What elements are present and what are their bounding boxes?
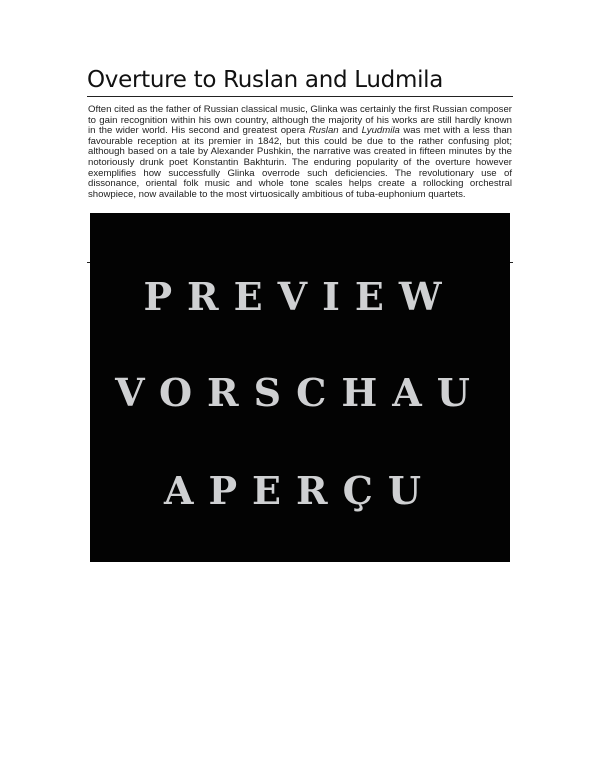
watermark-apercu: APERÇU <box>164 468 436 513</box>
paragraph-text-3: was met with a less than favourable reception at its premier in 1842, but this could be due to the rather confusing plot; although based on a tale by Alexander Pushkin, the narrative was created in fifteen minutes by the notoriously drunk poet Konstantin Bakhturin. The enduring popularity of the overture however exemplifies how successfully Glinka overrode such deficiencies. The revolutionary use of dissonance, oriental folk music and whole tone scales helps create a rollocking orchestral showpiece, now available to the most virtuosically ambitious of tuba-euphonium quartets. <box>88 125 512 200</box>
title-underline <box>87 96 513 97</box>
opera-title-part-1: Ruslan <box>308 125 339 137</box>
watermark-preview: PREVIEW <box>143 274 457 319</box>
paragraph-text-1: Often cited as the father of Russian classical music, Glinka was certainly the first Russian composer to gain recognition within his own country, although the majority of his works are still hardly known in the wider world. His second and greatest opera <box>88 104 512 137</box>
intro-paragraph <box>88 105 512 200</box>
page-title: Overture to Ruslan and Ludmila <box>87 67 444 93</box>
watermark-vorschau: VORSCHAU <box>115 370 485 415</box>
opera-title-part-2: Lyudmila <box>361 125 400 137</box>
preview-watermark-overlay <box>90 213 510 562</box>
paragraph-text-2: and <box>338 125 362 137</box>
